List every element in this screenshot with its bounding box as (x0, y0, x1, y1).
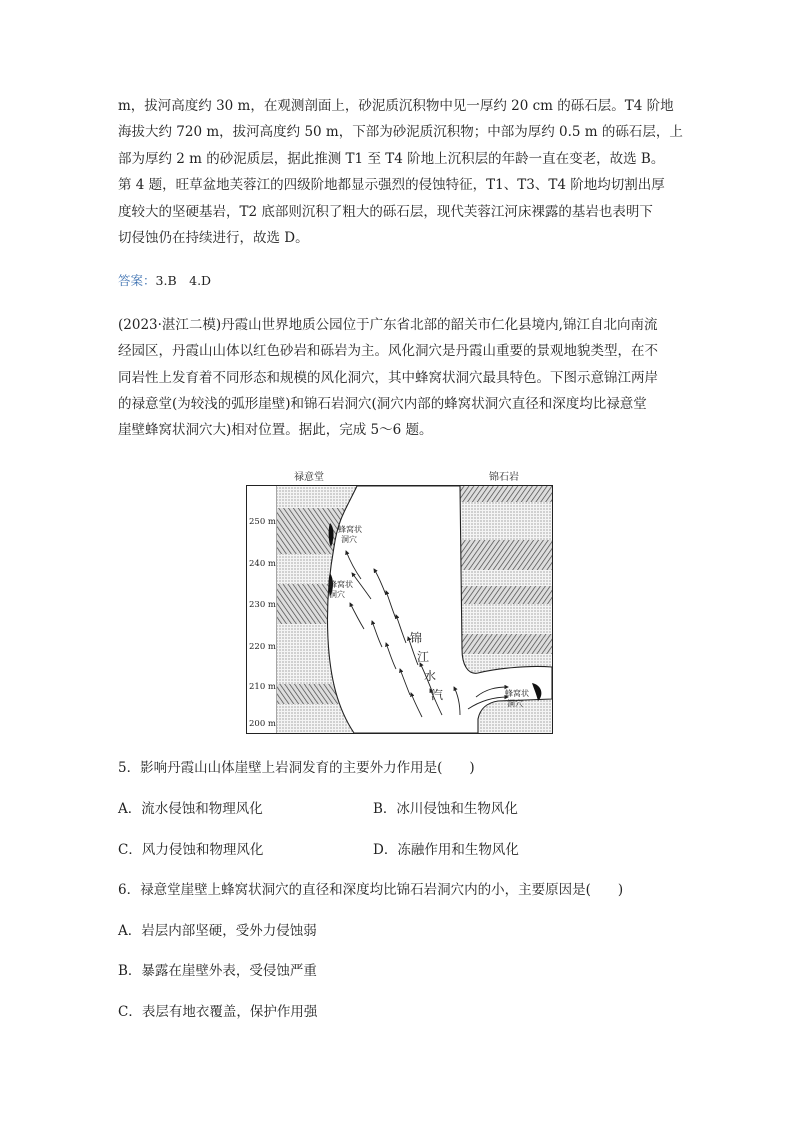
q5-option-b[interactable]: B．冰川侵蚀和生物风化 (373, 801, 518, 817)
question-6-stem: 6．禄意堂崖壁上蜂窝状洞穴的直径和深度均比锦石岩洞穴内的小，主要原因是( ) (118, 882, 624, 898)
river-char-4: 汽 (431, 688, 444, 702)
elev-210: 210 m (249, 682, 276, 692)
intro-line: 部为厚约 2 m 的砂泥质层，据此推测 T1 至 T4 阶地上沉积层的年龄一直在变老，故选 B。 (118, 151, 665, 167)
elev-250: 250 m (249, 517, 276, 527)
river-char-1: 锦 (410, 631, 423, 645)
cave-label-3a: 蜂窝状 (505, 689, 529, 698)
river-char-3: 水 (424, 669, 437, 683)
answer-line (118, 271, 211, 291)
intro-line: m，拔河高度约 30 m，在观测剖面上，砂泥质沉积物中见一厚约 20 cm 的砾石层。T4 阶地 (118, 98, 674, 114)
answer-label: 答案： (118, 273, 156, 288)
q5-option-c[interactable]: C．风力侵蚀和物理风化 (118, 842, 264, 858)
cave-label-1a: 蜂窝状 (338, 525, 362, 534)
elev-200: 200 m (249, 719, 276, 729)
cave-label-3b: 洞穴 (507, 699, 523, 708)
passage-line: 的禄意堂(为较浅的弧形崖壁)和锦石岩洞穴(洞穴内部的蜂窝状洞穴直径和深度均比禄意堂 (118, 396, 647, 412)
elev-240: 240 m (249, 559, 276, 569)
intro-line: 度较大的坚硬基岩，T2 底部则沉积了粗大的砾石层，现代芙蓉江河床裸露的基岩也表明下 (118, 204, 653, 220)
q5-option-a[interactable]: A．流水侵蚀和物理风化 (118, 801, 263, 817)
answer-value: 3.B 4.D (155, 273, 212, 288)
passage-line: 崖壁蜂窝状洞穴大)相对位置。据此，完成 5～6 题。 (118, 422, 433, 438)
cave-label-2a: 蜂窝状 (329, 580, 353, 589)
intro-line: 海拔大约 720 m，拔河高度约 50 m，下部为砂泥质沉积物；中部为厚约 0.5 m 的砾石层，上 (118, 124, 683, 140)
left-title: 禄意堂 (294, 472, 324, 483)
q6-option-b[interactable]: B．暴露在崖壁外表，受侵蚀严重 (118, 963, 317, 979)
q5-option-d[interactable]: D．冻融作用和生物风化 (373, 842, 519, 858)
cross-section-figure (246, 469, 553, 734)
elev-230: 230 m (249, 600, 276, 610)
passage-line: 经园区，丹霞山山体以红色砂岩和砾岩为主。风化洞穴是丹霞山重要的景观地貌类型，在不 (118, 343, 658, 359)
cave-label-2b: 洞穴 (329, 590, 345, 599)
right-title: 锦石岩 (489, 472, 519, 483)
intro-line: 切侵蚀仍在持续进行，故选 D。 (118, 230, 309, 246)
cave-label-1b: 洞穴 (341, 535, 357, 544)
passage-line: 同岩性上发育着不同形态和规模的风化洞穴，其中蜂窝状洞穴最具特色。下图示意锦江两岸 (118, 370, 658, 386)
question-5-stem: 5．影响丹霞山山体崖壁上岩洞发育的主要外力作用是( ) (118, 760, 475, 776)
river-char-2: 江 (417, 650, 430, 664)
q6-option-a[interactable]: A．岩层内部坚硬，受外力侵蚀弱 (118, 923, 317, 939)
intro-line: 第 4 题，旺草盆地芙蓉江的四级阶地都显示强烈的侵蚀特征，T1、T3、T4 阶地均切割出厚 (118, 177, 665, 193)
q6-option-c[interactable]: C．表层有地衣覆盖，保护作用强 (118, 1004, 318, 1020)
passage-line: (2023·湛江二模)丹霞山世界地质公园位于广东省北部的韶关市仁化县境内,锦江自北向南流 (118, 317, 658, 333)
elev-220: 220 m (249, 642, 276, 652)
